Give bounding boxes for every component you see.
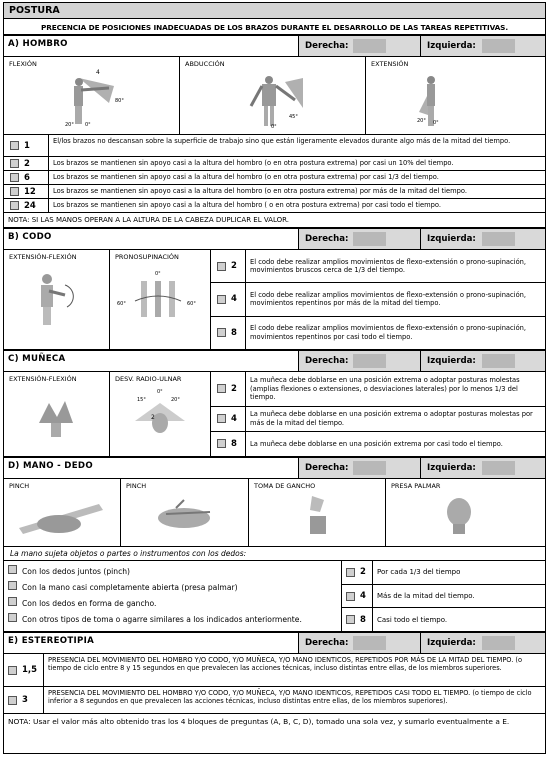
right-side-field[interactable] <box>298 36 420 56</box>
row-text: La muñeca debe doblarse en una posición extrema o adoptar posturas molestas por más de la mitad del tiempo. <box>250 410 533 427</box>
posture-form <box>3 2 546 754</box>
score-cell[interactable] <box>4 185 49 198</box>
estereotipia-row[interactable] <box>4 687 545 714</box>
score-cell[interactable] <box>211 372 246 406</box>
option-label: Con la mano casi completamente abierta (presa palmar) <box>22 583 238 593</box>
figure-pinch-1 <box>4 479 121 546</box>
right-side-input[interactable] <box>353 354 386 368</box>
figure-extension-flexion <box>4 250 110 349</box>
figure-label: PRONOSUPINACIÓN <box>115 253 179 261</box>
left-side-input[interactable] <box>482 354 515 368</box>
checkbox[interactable] <box>8 666 17 675</box>
angle-label: 20° <box>171 397 180 403</box>
score-value: 4 <box>231 413 237 424</box>
figure-toma-gancho <box>249 479 386 546</box>
angle-label: 0° <box>157 389 163 395</box>
score-cell[interactable] <box>4 171 49 184</box>
figure-label: DESV. RADIO-ULNAR <box>115 375 182 383</box>
left-side-label: Izquierda: <box>427 356 476 366</box>
score-cell[interactable] <box>211 407 246 431</box>
row-text: La muñeca debe doblarse en una posición extrema por casi todo el tiempo. <box>250 439 503 448</box>
right-side-input[interactable] <box>353 39 386 53</box>
left-side-field[interactable] <box>420 229 545 249</box>
codo-figures <box>4 250 211 349</box>
score-value: 8 <box>360 614 366 625</box>
angle-label: 60° <box>117 301 126 307</box>
right-side-input[interactable] <box>353 461 386 475</box>
left-side-field[interactable] <box>420 36 545 56</box>
muneca-body <box>4 372 545 458</box>
figure-label: TOMA DE GANCHO <box>254 482 316 490</box>
checkbox[interactable] <box>346 615 355 624</box>
angle-label: 0° <box>271 124 277 130</box>
angle-label: 0° <box>85 122 91 128</box>
score-value: 6 <box>24 172 30 183</box>
form-subtitle: PRECENCIA DE POSICIONES INADECUADAS DE LOS BRAZOS DURANTE EL DESARROLLO DE LAS TAREAS REPETITIVAS. <box>4 19 545 36</box>
checkbox[interactable] <box>217 295 226 304</box>
option-label: Con los dedos juntos (pinch) <box>22 567 131 576</box>
figure-label: PINCH <box>9 482 30 490</box>
score-cell[interactable] <box>4 135 49 156</box>
muneca-row[interactable] <box>211 407 545 432</box>
codo-scores <box>211 250 545 349</box>
section-mano-header <box>4 458 545 479</box>
abduccion-illustration <box>185 68 355 130</box>
score-value: 2 <box>24 158 30 169</box>
codo-row[interactable] <box>211 317 545 349</box>
figure-abduccion <box>180 57 366 134</box>
score-value: 24 <box>24 200 36 211</box>
mano-figures <box>4 479 545 547</box>
right-side-field[interactable] <box>298 351 420 371</box>
score-cell[interactable] <box>4 687 44 713</box>
right-side-label: Derecha: <box>305 638 349 648</box>
mano-option[interactable] <box>8 565 337 576</box>
score-value: 3 <box>22 695 28 705</box>
figure-label: EXTENSIÓN-FLEXIÓN <box>9 253 77 261</box>
angle-label: 15° <box>137 397 146 403</box>
score-cell[interactable] <box>342 585 373 608</box>
estereotipia-row[interactable] <box>4 654 545 687</box>
hombro-row[interactable] <box>4 185 545 199</box>
mano-prompt: La mano sujeta objetos o partes o instrumentos con los dedos: <box>4 547 545 561</box>
mano-option[interactable] <box>8 597 337 608</box>
figure-pinch-2 <box>121 479 249 546</box>
score-cell[interactable] <box>342 561 373 584</box>
angle-label: 45° <box>289 114 298 120</box>
codo-body <box>4 250 545 351</box>
figure-label: EXTENSIÓN-FLEXIÓN <box>9 375 77 383</box>
wrist-flexion-illustration <box>9 383 105 443</box>
elbow-flexion-illustration <box>9 261 105 331</box>
option-label: Con otros tipos de toma o agarre similares a los indicados anteriormente. <box>22 615 302 625</box>
hombro-row[interactable] <box>4 135 545 157</box>
checkbox[interactable] <box>8 597 17 606</box>
checkbox[interactable] <box>10 187 19 196</box>
figure-label: FLEXIÓN <box>9 60 37 68</box>
score-value: 2 <box>231 383 237 394</box>
pinch-illustration <box>9 490 115 538</box>
mano-scores <box>342 561 545 631</box>
hook-grip-illustration <box>254 490 380 538</box>
angle-label: 2 <box>151 414 155 421</box>
codo-row[interactable] <box>211 250 545 283</box>
hombro-row[interactable] <box>4 171 545 185</box>
section-muneca-header <box>4 351 545 372</box>
row-text: Los brazos se mantienen sin apoyo casi a la altura del hombro (o en otra postura extrema) por casi un 10% del tiempo. <box>53 159 454 167</box>
section-muneca-title: C) MUÑECA <box>4 351 298 371</box>
mano-score-row[interactable] <box>342 608 545 631</box>
section-codo-title: B) CODO <box>4 229 298 249</box>
flexion-illustration <box>9 68 169 130</box>
score-value: 8 <box>231 438 237 449</box>
angle-label: 80° <box>115 98 124 104</box>
mano-options <box>4 561 342 631</box>
row-text: El/los brazos no descansan sobre la superficie de trabajo sino que están ligeramente elevados durante algo más de la mitad del tiempo. <box>53 137 511 145</box>
checkbox[interactable] <box>8 613 17 622</box>
checkbox[interactable] <box>8 565 17 574</box>
muneca-figures <box>4 372 211 456</box>
left-side-label: Izquierda: <box>427 638 476 648</box>
checkbox[interactable] <box>10 141 19 150</box>
angle-label: 20° <box>65 122 74 128</box>
section-codo-header <box>4 229 545 250</box>
section-mano-title: D) MANO - DEDO <box>4 458 298 478</box>
mano-score-row[interactable] <box>342 561 545 585</box>
row-text: PRESENCIA DEL MOVIMIENTO DEL HOMBRO Y/O CODO, Y/O MUÑECA, Y/O MANO IDENTICOS, REPETIDOS CASI TODO EL TIEMPO. (o tiempo de ciclo inferior a 8 segundos en que prevalecen las acciones técnicas, incluso distintas entre ellas, de los miembros superiores). <box>48 689 532 706</box>
right-side-label: Derecha: <box>305 463 349 473</box>
right-side-input[interactable] <box>353 636 386 650</box>
row-text: El codo debe realizar amplios movimientos de flexo-extensión o prono-supinación, movimientos repentinos por más de la mitad del tiempo. <box>250 291 527 308</box>
score-value: 2 <box>231 261 237 272</box>
figure-wrist-extension-flexion <box>4 372 110 456</box>
mano-option[interactable] <box>8 581 337 592</box>
figure-flexion <box>4 57 180 134</box>
figure-label: PINCH <box>126 482 147 490</box>
score-value: 4 <box>360 591 366 601</box>
left-side-input[interactable] <box>482 39 515 53</box>
row-text: Más de la mitad del tiempo. <box>377 592 475 600</box>
score-value: 8 <box>231 327 237 338</box>
checkbox[interactable] <box>217 414 226 423</box>
figure-label: EXTENSIÓN <box>371 60 409 68</box>
right-side-label: Derecha: <box>305 356 349 366</box>
checkbox[interactable] <box>10 173 19 182</box>
left-side-input[interactable] <box>482 636 515 650</box>
angle-label: 0° <box>155 271 161 277</box>
score-cell[interactable] <box>211 250 246 282</box>
extension-illustration <box>371 68 521 130</box>
option-label: Con los dedos en forma de gancho. <box>22 599 157 609</box>
row-text: Casi todo el tiempo. <box>377 615 448 624</box>
radio-ulnar-illustration <box>115 383 205 443</box>
score-value: 1,5 <box>22 665 38 675</box>
left-side-input[interactable] <box>482 232 515 246</box>
left-side-field[interactable] <box>420 458 545 478</box>
checkbox[interactable] <box>346 592 355 601</box>
checkbox[interactable] <box>346 568 355 577</box>
angle-label: 4 <box>96 69 100 76</box>
muneca-row[interactable] <box>211 372 545 407</box>
muneca-row[interactable] <box>211 432 545 456</box>
row-text: El codo debe realizar amplios movimientos de flexo-extensión o prono-supinación, movimientos repentinos por casi todo el tiempo. <box>250 324 527 341</box>
row-text: PRESENCIA DEL MOVIMIENTO DEL HOMBRO Y/O CODO, Y/O MUÑECA, Y/O MANO IDENTICOS, REPETIDOS POR MÁS DE LA MITAD DEL TIEMPO. (o tiempo de ciclo entre 8 y 15 segundos en que prevalecen las acciones técnicas, incluso distintas entre ellas, de los miembros superiores. <box>48 656 523 673</box>
row-text: Los brazos se mantienen sin apoyo casi a la altura del hombro (o en otra postura extrema) por casi 1/3 del tiempo. <box>53 173 439 181</box>
right-side-field[interactable] <box>298 458 420 478</box>
angle-label: 60° <box>187 301 196 307</box>
pronosupination-illustration <box>115 261 205 331</box>
figure-label: PRESA PALMAR <box>391 482 441 490</box>
left-side-input[interactable] <box>482 461 515 475</box>
pinch-illustration <box>126 490 242 538</box>
score-cell[interactable] <box>4 157 49 170</box>
hombro-note: NOTA: SI LAS MANOS OPERAN A LA ALTURA DE LA CABEZA DUPLICAR EL VALOR. <box>4 213 545 229</box>
mano-option[interactable] <box>8 613 337 624</box>
checkbox[interactable] <box>217 384 226 393</box>
section-estereotipia-header <box>4 633 545 654</box>
row-text: La muñeca debe doblarse en una posición extrema o adoptar posturas molestas (amplias flexiones o extensiones, o desviaciones laterales) por lo menos 1/3 del tiempo. <box>250 376 520 402</box>
checkbox[interactable] <box>10 159 19 168</box>
row-text: El codo debe realizar amplios movimientos de flexo-extensión o prono-supinación, movimientos bruscos cerca de 1/3 del tiempo. <box>250 257 527 275</box>
row-text: Por cada 1/3 del tiempo <box>377 568 461 577</box>
score-value: 1 <box>24 140 30 151</box>
checkbox[interactable] <box>217 328 226 337</box>
figure-presa-palmar <box>386 479 545 546</box>
right-side-field[interactable] <box>298 633 420 653</box>
left-side-label: Izquierda: <box>427 41 476 51</box>
figure-label: ABDUCCIÓN <box>185 60 225 68</box>
left-side-field[interactable] <box>420 633 545 653</box>
hombro-row[interactable] <box>4 199 545 213</box>
muneca-scores <box>211 372 545 456</box>
codo-row[interactable] <box>211 283 545 316</box>
section-estereotipia-title: E) ESTEREOTIPIA <box>4 633 298 653</box>
section-hombro-title: A) HOMBRO <box>4 36 298 56</box>
row-text: Los brazos se mantienen sin apoyo casi a la altura del hombro (o en otra postura extrema) por más de la mitad del tiempo. <box>53 187 467 195</box>
score-cell[interactable] <box>211 432 246 456</box>
score-cell[interactable] <box>4 199 49 212</box>
checkbox[interactable] <box>8 581 17 590</box>
figure-extension <box>366 57 545 134</box>
hombro-figures <box>4 57 545 135</box>
final-note: NOTA: Usar el valor más alto obtenido tras los 4 bloques de preguntas (A, B, C, D), tomado una sola vez, y sumarlo eventualmente a E. <box>8 717 510 726</box>
figure-pronosupinacion <box>110 250 210 349</box>
left-side-field[interactable] <box>420 351 545 371</box>
checkbox[interactable] <box>8 696 17 705</box>
checkbox[interactable] <box>217 262 226 271</box>
left-side-label: Izquierda: <box>427 234 476 244</box>
angle-label: 20° <box>417 118 426 124</box>
right-side-input[interactable] <box>353 232 386 246</box>
figure-radio-ulnar <box>110 372 210 456</box>
score-cell[interactable] <box>211 283 246 315</box>
score-cell[interactable] <box>342 608 373 631</box>
right-side-label: Derecha: <box>305 41 349 51</box>
score-cell[interactable] <box>211 317 246 349</box>
form-title: POSTURA <box>4 3 545 19</box>
score-value: 12 <box>24 186 36 197</box>
palmar-grip-illustration <box>391 490 531 538</box>
mano-body <box>4 561 545 633</box>
right-side-field[interactable] <box>298 229 420 249</box>
score-value: 2 <box>360 567 366 578</box>
score-cell[interactable] <box>4 654 44 686</box>
right-side-label: Derecha: <box>305 234 349 244</box>
mano-score-row[interactable] <box>342 585 545 609</box>
angle-label: 0° <box>433 120 439 126</box>
left-side-label: Izquierda: <box>427 463 476 473</box>
hombro-row[interactable] <box>4 157 545 171</box>
row-text: Los brazos se mantienen sin apoyo casi a la altura del hombro ( o en otra postura extrema) por casi todo el tiempo. <box>53 201 442 209</box>
score-value: 4 <box>231 294 237 305</box>
section-hombro-header <box>4 36 545 57</box>
checkbox[interactable] <box>217 439 226 448</box>
checkbox[interactable] <box>10 201 19 210</box>
